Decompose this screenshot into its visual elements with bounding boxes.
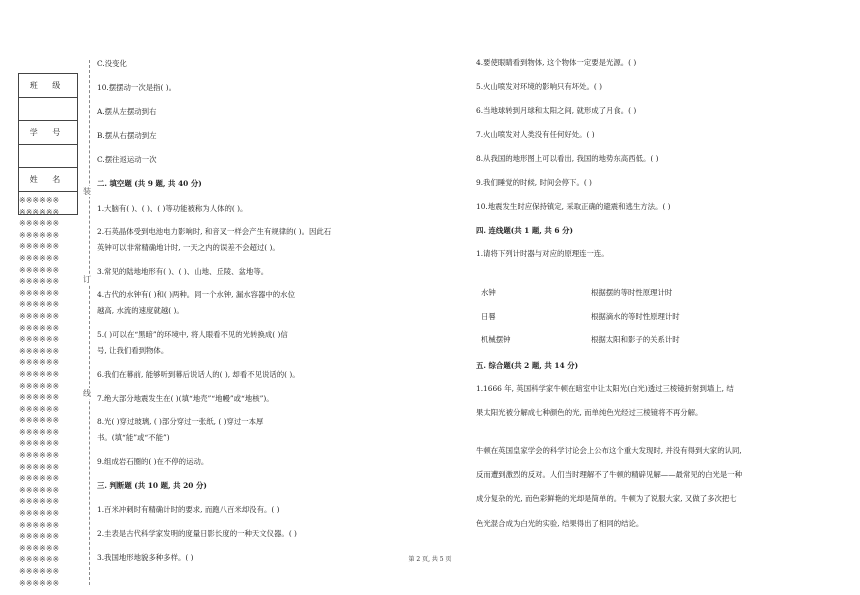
judge-q3: 3.我国地形地貌多种多样。( ) (97, 553, 194, 562)
match-left-water-clock[interactable]: 水钟 (481, 288, 496, 297)
student-no-label: 学 号 (19, 121, 78, 145)
match-left-sundial[interactable]: 日晷 (481, 312, 496, 321)
judge-q4: 4.要使眼睛看到物体, 这个物体一定要是光源。( ) (476, 58, 637, 67)
q10-option-c: C.摆往返运动一次 (97, 155, 157, 164)
judge-q6: 6.当地球转到月球和太阳之间, 就形成了月食。( ) (476, 106, 637, 115)
page-number: 第 2 页, 共 5 页 (408, 556, 452, 563)
fill-q4-line2: 越高, 水流的速度就越( )。 (97, 306, 184, 315)
judge-q7: 7.火山喷发对人类没有任何好处。( ) (476, 130, 595, 139)
fill-q7: 7.绝大部分地震发生在( )(填“地壳”“地幔”或“地核”)。 (97, 394, 274, 403)
match-right-drip-principle[interactable]: 根据滴水的等时性原理计时 (591, 312, 680, 321)
comp-para-line1: 牛顿在英国皇家学会的科学讨论会上公布这个重大发现时, 并没有得到大家的认同, (476, 446, 742, 455)
student-info-table (18, 73, 78, 215)
name-label: 姓 名 (19, 168, 78, 192)
q10-option-b: B.摆从右摆动到左 (97, 131, 157, 140)
fill-q2-line2: 英钟可以非常精确地计时, 一天之内的误差不会超过( )。 (97, 243, 280, 252)
comp-q1-line1: 1.1666 年, 英国科学家牛顿在暗室中让太阳光(白光)透过三棱镜折射到墙上, 结 (476, 384, 734, 393)
fill-q8-line2: 书。(填“能”或“不能”) (97, 433, 170, 442)
fill-q1: 1.大脑有( )、( )、( )等功能被称为人体的( )。 (97, 204, 248, 213)
binding-char-zhuang: 装 (83, 187, 91, 196)
q9-option-c: C.没变化 (97, 59, 127, 68)
match-question: 1.请将下列计时器与对应的原理连一连。 (476, 249, 609, 258)
binding-char-ding: 订 (83, 275, 91, 284)
fill-q6: 6.我们在幕前, 能够听到幕后说话人的( ), 却看不见说话的( )。 (97, 370, 300, 379)
comp-para-line3: 成分复杂的光, 而色彩鲜艳的光却是简单的。牛顿为了说服大家, 又做了多次把七 (476, 494, 737, 503)
judge-q9: 9.我们睡觉的时候, 时间会停下。( ) (476, 178, 592, 187)
judge-q10: 10.地震发生时应保持镇定, 采取正确的避震和逃生方法。( ) (476, 202, 671, 211)
fill-q9: 9.组成岩石圈的( )在不停的运动。 (97, 457, 209, 466)
comp-para-line4: 色光混合成为白光的实验, 结果得出了相同的结论。 (476, 519, 644, 528)
match-right-pendulum-principle[interactable]: 根据摆的等时性原理计时 (591, 288, 673, 297)
q10-option-a: A.摆从左摆动到右 (97, 107, 157, 116)
fill-q3: 3.常见的陆地地形有( )、( )、山地、丘陵、盆地等。 (97, 267, 269, 276)
judge-q1: 1.百米冲刺时有精确计时的要求, 而跑八百米却没有。( ) (97, 505, 280, 514)
binding-dashed-line (89, 60, 90, 585)
fill-q2-line1: 2.石英晶体受到电池电力影响时, 和音叉一样会产生有规律的( )。因此石 (97, 227, 332, 236)
student-no-field[interactable] (19, 145, 78, 168)
binding-char-xian: 线 (83, 389, 91, 398)
comp-q1-line2: 果太阳光被分解成七种颜色的光, 而单纯色光经过三棱镜将不再分解。 (476, 408, 703, 417)
section-comprehensive-heading: 五. 综合题(共 2 题, 共 14 分) (476, 361, 579, 370)
section-judge-heading: 三. 判断题 (共 10 题, 共 20 分) (97, 481, 207, 490)
match-right-sun-shadow-principle[interactable]: 根据太阳和影子的关系计时 (591, 335, 680, 344)
comp-para-line2: 反而遭到激烈的反对。人们当时理解不了牛顿的精辟见解——最常见的白光是一种 (476, 470, 743, 479)
fill-q5-line2: 号, 让我们看到物体。 (97, 346, 169, 355)
judge-q8: 8.从我国的地形图上可以看出, 我国的地势东高西低。( ) (476, 154, 659, 163)
match-left-pendulum-clock[interactable]: 机械摆钟 (481, 335, 511, 344)
judge-q5: 5.火山喷发对环境的影响只有坏处。( ) (476, 82, 603, 91)
class-label: 班 级 (19, 74, 78, 98)
binding-pattern: ※※※※※※ ※※※※※※ ※※※※※※ ※※※※※※ ※※※※※※ ※※※※※※ ※※※※※※ ※※※※※※ ※※※※※※ ※※※※※※ ※※※※※※ ※※※※※※ ※※※※※※ ※※※※※※ ※※※※※※ ※※※※※※ ※※※※※※ ※※※※※※ ※※※※※※ ※※※※※※ ※※※※※※ ※※※※※※ ※※※※※※ ※※※※※※ ※※※※※※ ※※※※※※ ※※※※※※ ※※※※※※ ※※※※※※ ※※※※※※ ※※※※※※ ※※※※※※ ※※※※※※ ※※※※※※ (19, 196, 60, 588)
class-field[interactable] (19, 98, 78, 121)
judge-q2: 2.圭表是古代科学家发明的度量日影长度的一种天文仪器。( ) (97, 529, 297, 538)
section-match-heading: 四. 连线题(共 1 题, 共 6 分) (476, 226, 573, 235)
q10-text: 10.摆摆动一次是指( )。 (97, 83, 176, 92)
fill-q4-line1: 4.古代的水钟有( )和( )两种。同一个水钟, 漏水容器中的水位 (97, 290, 295, 299)
fill-q8-line1: 8.光( )穿过玻璃, ( )部分穿过一张纸, ( )穿过一本厚 (97, 417, 264, 426)
fill-q5-line1: 5.( )可以在“黑暗”的环境中, 将人眼看不见的光转换成( )信 (97, 330, 288, 339)
section-fill-heading: 二. 填空题 (共 9 题, 共 40 分) (97, 179, 202, 188)
